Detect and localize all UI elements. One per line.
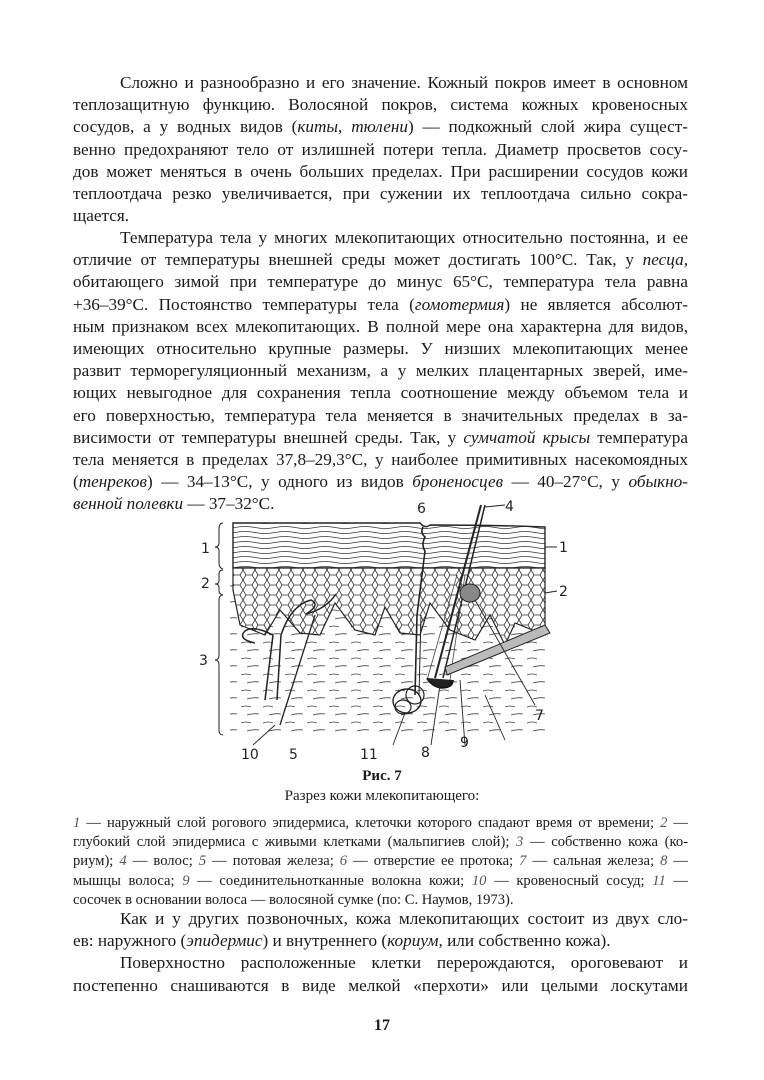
legend-line: риум); 4 — волос; 5 — потовая железа; 6 — отверстие ее протока; 7 — сальная железа; 8 — — [73, 853, 688, 870]
text-line: венной полевки — 37–32°С. — [73, 494, 275, 514]
legend-line: сосочек в основании волоса — волосяной сумке (по: С. Наумов, 1973). — [73, 891, 514, 908]
text-line: Как и у других позвоночных, кожа млекопитающих состоит из двух сло- — [120, 909, 688, 928]
text-line: отличие от температуры внешней среды может достигать 100°С. Так, у песца, — [73, 250, 688, 270]
label-10: 10 — [241, 747, 259, 763]
text-line: ющих невыгодное для сохранения тепла соотношение между объемом тела и — [73, 383, 688, 403]
text-line: Поверхностно расположенные клетки перерождаются, ороговевают и — [120, 953, 688, 973]
figure-title: Разрез кожи млекопитающего: — [284, 788, 480, 804]
label-5: 5 — [289, 747, 298, 763]
text-line: венно предохраняют тело от излишней потери тепла. Диаметр просветов сосу- — [73, 139, 688, 159]
paragraph-skin-layers — [73, 908, 688, 997]
label-6: 6 — [417, 501, 426, 517]
text-line: щается. — [73, 206, 130, 226]
text-line: Сложно и разнообразно и его значение. Кожный покров имеет в основном — [120, 73, 688, 92]
text-line: ев: наружного (эпидермис) и внутреннего (кориум, или собственно кожа). — [73, 931, 611, 951]
figure-number: Рис. 7 — [362, 768, 402, 784]
label-9: 9 — [460, 735, 469, 751]
paragraph-skin-function — [73, 72, 688, 227]
label-8: 8 — [421, 745, 430, 761]
label-2-left: 2 — [201, 576, 210, 592]
text-line: имеющих относительно крупные размеры. У низших млекопитающих менее — [73, 338, 688, 358]
page-number: 17 — [374, 1017, 390, 1034]
skin-section-figure — [195, 495, 595, 765]
text-line: +36–39°С. Постоянство температуры тела (гомотермия) не является абсолют- — [73, 294, 688, 314]
legend-line: глубокий слой эпидермиса с живыми клетками (мальпигиев слой); 3 — собственно кожа (ко- — [73, 834, 688, 851]
label-1-left: 1 — [201, 541, 210, 557]
text-line: его поверхностью, температура тела меняется в значительных пределах в за- — [73, 405, 688, 425]
legend-line: мышцы волоса; 9 — соединительнотканные волокна кожи; 10 — кровеносный сосуд; 11 — — [73, 872, 688, 889]
label-2-right: 2 — [559, 584, 568, 600]
text-line: постепенно снашиваются в виде мелкой «перхоти» или целыми лоскутами — [73, 975, 688, 995]
paragraph-body-temperature — [73, 227, 688, 515]
text-line: развит терморегуляционный механизм, а у мелких плацентарных зверей, име- — [73, 361, 688, 381]
label-4: 4 — [505, 499, 514, 515]
text-line: висимости от температуры внешней среды. Так, у сумчатой крысы температура — [73, 427, 689, 447]
text-line: теплоотдача резко увеличивается, при сужении их теплоотдача сильно сокра- — [73, 183, 688, 203]
legend-line: 1 — наружный слой рогового эпидермиса, клеточки которого спадают время от времени; 2 — — [73, 815, 688, 831]
label-11: 11 — [360, 747, 378, 763]
skin-cross-section-diagram — [195, 495, 595, 765]
text-line: (тенреков) — 34–13°С, у одного из видов броненосцев — 40–27°С, у обыкно- — [73, 472, 688, 492]
text-line: обитающего зимой при температуре до минус 65°С, температура тела равна — [73, 272, 688, 292]
text-line: тела меняется в пределах 37,8–29,3°С, у наиболее примитивных насекомоядных — [73, 449, 688, 469]
text-line: дов может меняться в очень больших пределах. При расширении сосудов кожи — [73, 161, 688, 181]
text-line: теплозащитную функцию. Волосяной покров, система кожных кровеносных — [73, 95, 688, 115]
label-7: 7 — [535, 708, 544, 724]
text-line: ным признаком всех млекопитающих. В полной мере она характерна для видов, — [73, 316, 688, 336]
figure-legend — [73, 814, 688, 910]
text-line: сосудов, а у водных видов (киты, тюлени) — подкожный слой жира сущест- — [73, 117, 688, 137]
label-1-right: 1 — [559, 540, 568, 556]
label-3-left: 3 — [199, 653, 208, 669]
text-line: Температура тела у многих млекопитающих относительно постоянна, и ее — [120, 228, 688, 247]
